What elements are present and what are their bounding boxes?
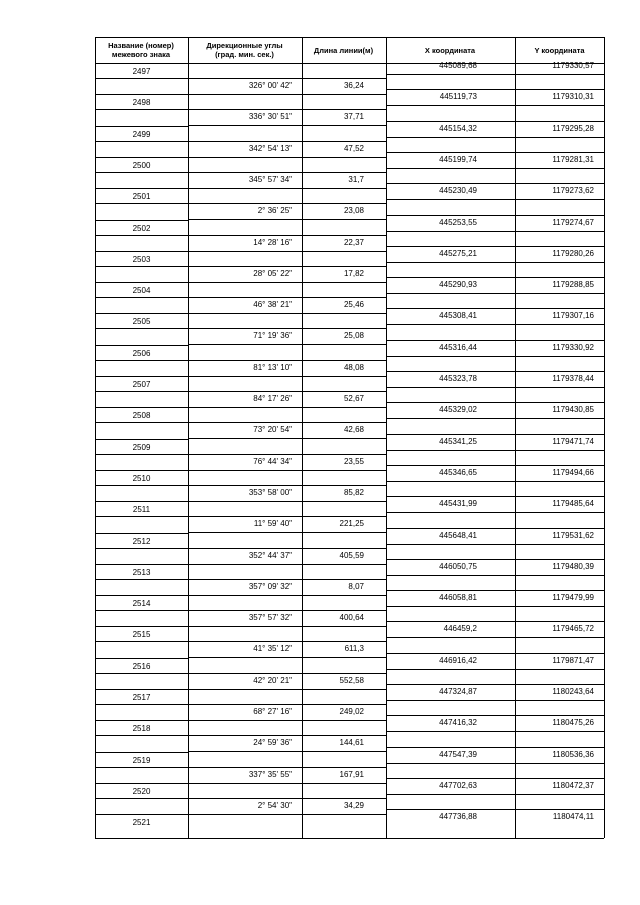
point-name: 2507 (132, 380, 151, 389)
row-divider (95, 579, 188, 580)
row-divider (188, 188, 386, 189)
row-divider (386, 747, 604, 748)
segment-line-length: 552,58 (339, 675, 364, 685)
row-divider (188, 297, 386, 298)
point-y-coordinate: 1179281,31 (552, 154, 594, 164)
point-x-coordinate: 447547,39 (439, 749, 477, 759)
row-divider (386, 262, 604, 263)
row-divider (386, 215, 604, 216)
segment-line-length: 34,29 (343, 800, 364, 810)
row-divider (188, 767, 386, 768)
segment-line-length: 25,08 (343, 331, 364, 341)
row-divider (188, 360, 386, 361)
row-divider (95, 626, 188, 627)
row-divider (95, 220, 188, 221)
row-divider (188, 109, 386, 110)
row-divider (386, 621, 604, 622)
point-x-coordinate: 445119,73 (439, 92, 477, 102)
segment-direction-angle: 71° 19' 36" (253, 331, 292, 341)
point-name: 2498 (132, 98, 151, 108)
header-direction-angle: Дирекционные углы (град. мин. сек.) (206, 41, 283, 59)
row-divider (188, 328, 386, 329)
row-divider (188, 485, 386, 486)
row-divider (188, 125, 386, 126)
segment-line-length: 48,08 (343, 362, 364, 372)
point-x-coordinate: 445431,99 (439, 499, 477, 509)
point-y-coordinate: 1180472,37 (552, 780, 594, 790)
row-divider (95, 720, 188, 721)
row-divider (95, 814, 188, 815)
point-x-coordinate: 446916,42 (439, 655, 477, 665)
point-y-coordinate: 1179871,47 (552, 655, 594, 665)
segment-direction-angle: 84° 17' 26" (253, 394, 292, 403)
row-divider (188, 704, 386, 705)
column-divider (515, 37, 516, 838)
row-divider (188, 141, 386, 142)
segment-line-length: 52,67 (343, 394, 364, 403)
row-divider (95, 564, 188, 565)
row-divider (95, 767, 188, 768)
row-divider (95, 501, 188, 502)
row-divider (188, 172, 386, 173)
row-divider (188, 344, 386, 345)
point-name: 2513 (132, 567, 151, 577)
point-name: 2510 (132, 473, 151, 483)
row-divider (386, 669, 604, 670)
point-y-coordinate: 1179494,66 (552, 467, 594, 477)
row-divider (386, 653, 604, 654)
point-x-coordinate: 445253,55 (439, 217, 477, 227)
point-y-coordinate: 1179307,16 (552, 311, 594, 321)
row-divider (95, 328, 188, 329)
row-divider (386, 418, 604, 419)
row-divider (188, 564, 386, 565)
row-divider (95, 548, 188, 549)
row-divider (386, 606, 604, 607)
row-divider (386, 481, 604, 482)
row-divider (95, 798, 188, 799)
row-divider (386, 575, 604, 576)
row-divider (188, 657, 386, 658)
point-x-coordinate: 445154,32 (439, 123, 477, 133)
row-divider (95, 470, 188, 471)
row-divider (188, 470, 386, 471)
row-divider (188, 641, 386, 642)
point-x-coordinate: 445341,25 (439, 436, 477, 446)
row-divider (386, 590, 604, 591)
row-divider (386, 105, 604, 106)
segment-direction-angle: 345° 57' 34" (248, 174, 292, 184)
row-divider (188, 626, 386, 627)
row-divider (95, 345, 188, 346)
row-divider (95, 391, 188, 392)
point-x-coordinate: 446050,75 (439, 561, 477, 571)
row-divider (386, 89, 604, 90)
point-x-coordinate: 445230,49 (439, 186, 477, 196)
segment-direction-angle: 46° 38' 21" (253, 300, 292, 310)
point-name: 2502 (132, 223, 151, 233)
row-divider (188, 282, 386, 283)
row-divider (95, 157, 188, 158)
row-divider (386, 356, 604, 357)
segment-line-length: 8,07 (348, 581, 364, 591)
row-divider (386, 528, 604, 529)
row-divider (95, 266, 188, 267)
row-divider (188, 313, 386, 314)
row-divider (386, 544, 604, 545)
row-divider (386, 465, 604, 466)
point-name: 2499 (132, 129, 151, 139)
row-divider (188, 735, 386, 736)
row-divider (95, 641, 188, 642)
point-name: 2504 (132, 286, 151, 296)
segment-direction-angle: 336° 30' 51" (248, 112, 292, 122)
row-divider (95, 595, 188, 596)
point-y-coordinate: 1179310,31 (552, 92, 594, 102)
segment-line-length: 400,64 (339, 613, 364, 623)
segment-direction-angle: 2° 36' 25" (257, 206, 292, 216)
point-y-coordinate: 1179430,85 (552, 405, 594, 415)
point-y-coordinate: 1179288,85 (552, 280, 594, 290)
segment-direction-angle: 24° 59' 36" (253, 738, 292, 748)
segment-line-length: 17,82 (343, 268, 364, 278)
row-divider (95, 658, 188, 659)
point-name: 2501 (132, 192, 151, 202)
row-divider (386, 121, 604, 122)
point-name: 2509 (132, 442, 151, 452)
row-divider (188, 673, 386, 674)
segment-line-length: 47,52 (343, 143, 364, 153)
row-divider (188, 94, 386, 95)
row-divider (386, 324, 604, 325)
point-y-coordinate: 1180536,36 (552, 749, 594, 759)
column-divider (386, 37, 387, 838)
row-divider (95, 360, 188, 361)
row-divider (188, 798, 386, 799)
point-name: 2512 (132, 536, 151, 546)
row-divider (386, 731, 604, 732)
point-y-coordinate: 1179330,92 (552, 342, 594, 352)
header-line-length: Длина линии(м) (313, 45, 374, 55)
row-divider (188, 689, 386, 690)
point-y-coordinate: 1179465,72 (552, 624, 594, 634)
segment-line-length: 31,7 (348, 174, 364, 184)
row-divider (386, 450, 604, 451)
point-name: 2497 (132, 67, 151, 76)
row-divider (386, 168, 604, 169)
point-x-coordinate: 446058,81 (439, 593, 477, 603)
row-divider (95, 172, 188, 173)
point-name: 2506 (132, 348, 151, 358)
point-y-coordinate: 1179485,64 (552, 499, 594, 509)
row-divider (386, 794, 604, 795)
segment-direction-angle: 352° 44' 37" (248, 550, 292, 560)
row-divider (386, 778, 604, 779)
row-divider (95, 485, 188, 486)
header-point-name: Название (номер) межевого знака (108, 41, 174, 59)
segment-direction-angle: 2° 54' 30" (257, 800, 292, 810)
point-name: 2521 (132, 818, 151, 828)
point-y-coordinate: 1179295,28 (552, 123, 594, 133)
row-divider (95, 838, 604, 839)
point-name: 2505 (132, 317, 151, 327)
row-divider (95, 783, 188, 784)
point-y-coordinate: 1179480,39 (552, 561, 594, 571)
row-divider (95, 188, 188, 189)
point-y-coordinate: 1179378,44 (552, 374, 594, 383)
segment-direction-angle: 357° 09' 32" (248, 581, 292, 591)
point-name: 2519 (132, 755, 151, 765)
point-x-coordinate: 445329,02 (439, 405, 477, 415)
row-divider (386, 496, 604, 497)
point-y-coordinate: 1179531,62 (552, 530, 594, 540)
point-y-coordinate: 1179274,67 (552, 217, 594, 227)
point-name: 2516 (132, 661, 151, 671)
segment-direction-angle: 337° 35' 55" (248, 769, 292, 779)
row-divider (188, 203, 386, 204)
row-divider (386, 387, 604, 388)
point-name: 2500 (132, 160, 151, 170)
row-divider (386, 512, 604, 513)
row-divider (95, 235, 188, 236)
point-x-coordinate: 445275,21 (439, 248, 477, 258)
row-divider (188, 579, 386, 580)
row-divider (95, 610, 188, 611)
row-divider (188, 422, 386, 423)
row-divider (95, 407, 188, 408)
point-name: 2503 (132, 254, 151, 264)
point-x-coordinate: 445346,65 (439, 467, 477, 477)
row-divider (95, 704, 188, 705)
row-divider (95, 516, 188, 517)
segment-line-length: 167,91 (339, 769, 364, 779)
row-divider (188, 501, 386, 502)
point-x-coordinate: 446459,2 (443, 624, 477, 634)
segment-line-length: 22,37 (343, 237, 364, 247)
row-divider (188, 516, 386, 517)
row-divider (95, 422, 188, 423)
row-divider (95, 78, 188, 79)
row-divider (188, 219, 386, 220)
segment-line-length: 144,61 (339, 738, 364, 748)
segment-line-length: 249,02 (339, 707, 364, 716)
point-y-coordinate: 1179471,74 (552, 436, 594, 446)
row-divider (386, 715, 604, 716)
row-divider (386, 809, 604, 810)
row-divider (188, 251, 386, 252)
segment-direction-angle: 81° 13' 10" (253, 362, 292, 372)
row-divider (188, 78, 386, 79)
point-x-coordinate: 447702,63 (439, 780, 477, 790)
row-divider (95, 735, 188, 736)
point-y-coordinate: 1179273,62 (552, 186, 594, 196)
header-x-coordinate: X координата (424, 45, 476, 55)
row-divider (386, 684, 604, 685)
row-divider (386, 308, 604, 309)
point-y-coordinate: 1180474,11 (552, 812, 594, 822)
row-divider (95, 203, 188, 204)
segment-direction-angle: 42° 20' 21" (253, 675, 292, 685)
point-x-coordinate: 447416,32 (439, 718, 477, 728)
segment-direction-angle: 342° 54' 13" (248, 143, 292, 153)
row-divider (95, 376, 188, 377)
row-divider (188, 438, 386, 439)
point-x-coordinate: 447736,88 (439, 812, 477, 822)
segment-line-length: 37,71 (343, 112, 364, 122)
point-x-coordinate: 445308,41 (439, 311, 477, 321)
row-divider (386, 246, 604, 247)
row-divider (386, 434, 604, 435)
point-x-coordinate: 447324,87 (439, 687, 477, 696)
row-divider (188, 751, 386, 752)
row-divider (95, 94, 188, 95)
row-divider (386, 700, 604, 701)
segment-direction-angle: 326° 00' 42" (248, 81, 292, 90)
row-divider (386, 277, 604, 278)
row-divider (188, 235, 386, 236)
point-y-coordinate: 1180243,64 (552, 687, 594, 696)
row-divider (386, 637, 604, 638)
row-divider (95, 297, 188, 298)
segment-line-length: 611,3 (344, 644, 364, 654)
segment-direction-angle: 73° 20' 54" (253, 425, 292, 435)
segment-direction-angle: 76° 44' 34" (253, 456, 292, 466)
row-divider (188, 595, 386, 596)
row-divider (95, 141, 188, 142)
row-divider (386, 371, 604, 372)
point-y-coordinate: 1179479,99 (552, 593, 594, 603)
point-name: 2515 (132, 630, 151, 640)
point-x-coordinate: 445089,68 (439, 61, 477, 70)
point-name: 2511 (132, 505, 151, 515)
segment-line-length: 42,68 (343, 425, 364, 435)
segment-line-length: 36,24 (343, 81, 364, 90)
segment-line-length: 23,55 (343, 456, 364, 466)
segment-direction-angle: 14° 28' 16" (253, 237, 292, 247)
segment-line-length: 25,46 (343, 300, 364, 310)
point-y-coordinate: 1179280,26 (552, 248, 594, 258)
point-name: 2520 (132, 786, 151, 796)
row-divider (188, 814, 386, 815)
row-divider (95, 454, 188, 455)
row-divider (188, 532, 386, 533)
row-divider (386, 137, 604, 138)
point-name: 2508 (132, 411, 151, 421)
row-divider (188, 376, 386, 377)
header-y-coordinate: Y координата (534, 45, 585, 55)
row-divider (386, 152, 604, 153)
row-divider (95, 282, 188, 283)
point-y-coordinate: 1180475,26 (552, 718, 594, 728)
row-divider (386, 559, 604, 560)
row-divider (188, 720, 386, 721)
point-x-coordinate: 445199,74 (439, 154, 477, 164)
point-name: 2517 (132, 693, 151, 702)
row-divider (188, 548, 386, 549)
segment-direction-angle: 68° 27' 16" (253, 707, 292, 716)
segment-line-length: 221,25 (339, 519, 364, 529)
row-divider (386, 402, 604, 403)
row-divider (188, 391, 386, 392)
row-divider (95, 109, 188, 110)
row-divider (95, 752, 188, 753)
row-divider (188, 407, 386, 408)
segment-direction-angle: 353° 58' 00" (248, 487, 292, 497)
row-divider (386, 293, 604, 294)
row-divider (95, 126, 188, 127)
segment-line-length: 405,59 (339, 550, 364, 560)
row-divider (95, 533, 188, 534)
segment-line-length: 85,82 (343, 487, 364, 497)
segment-direction-angle: 11° 59' 40" (253, 519, 292, 529)
segment-direction-angle: 28° 05' 22" (253, 268, 292, 278)
row-divider (386, 231, 604, 232)
row-divider (188, 454, 386, 455)
segment-direction-angle: 41° 35' 12" (253, 644, 292, 654)
row-divider (386, 183, 604, 184)
point-y-coordinate: 1179330,57 (552, 61, 594, 70)
row-divider (188, 266, 386, 267)
point-x-coordinate: 445323,78 (439, 374, 477, 383)
column-divider (604, 37, 605, 838)
row-divider (386, 199, 604, 200)
point-x-coordinate: 445648,41 (439, 530, 477, 540)
segment-direction-angle: 357° 57' 32" (248, 613, 292, 623)
row-divider (188, 783, 386, 784)
row-divider (188, 157, 386, 158)
row-divider (386, 763, 604, 764)
row-divider (386, 74, 604, 75)
row-divider (95, 251, 188, 252)
point-name: 2518 (132, 724, 151, 734)
row-divider (386, 340, 604, 341)
row-divider (95, 689, 188, 690)
point-x-coordinate: 445290,93 (439, 280, 477, 290)
segment-line-length: 23,08 (343, 206, 364, 216)
row-divider (95, 439, 188, 440)
row-divider (188, 610, 386, 611)
row-divider (95, 673, 188, 674)
row-divider (95, 313, 188, 314)
point-name: 2514 (132, 599, 151, 609)
point-x-coordinate: 445316,44 (439, 342, 477, 352)
